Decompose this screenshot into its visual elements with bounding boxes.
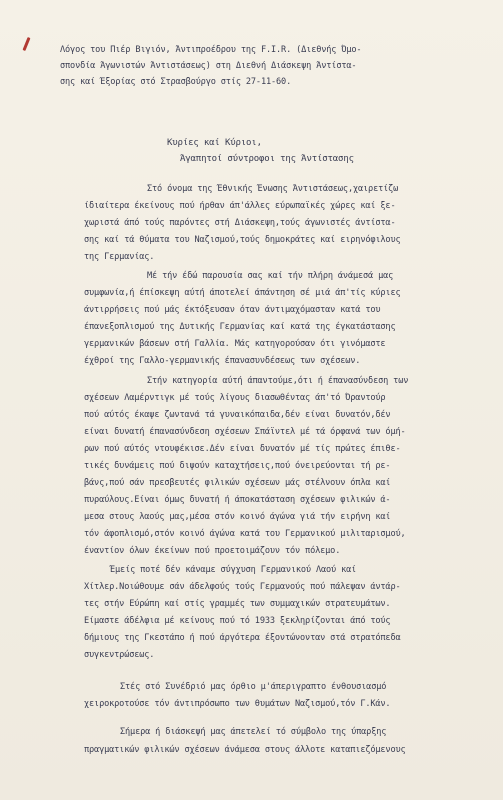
body-line: βάνς,πού σάν πρεσβευτές φιλικών σχέσεων μάς στέλνουν όπλα καί [84,478,391,488]
body-line: Είμαστε άδέλφια μέ κείνους πού τό 1933 ξεκληρίζονται άπό τούς [84,616,391,626]
body-line: Μέ τήν έδώ παρουσία σας καί τήν πλήρη άνάμεσά μας [147,271,394,281]
body-line: Στές στό Συνέδριό μας όρθιο μ'άπεριγραπτο ένθουσιασμό [120,682,387,692]
header-line: σης καί Έξορίας στό Στρασβούργο στίς 27-11-60. [60,77,292,87]
body-line: Στό όνομα της Έθνικής Ένωσης Άντιστάσεως,χαιρετίζω [147,184,399,194]
body-line: σης καί τά θύματα του Ναζισμού,τούς δημοκράτες καί ειρηνόφιλους [84,235,401,245]
body-line: είναι δυνατή έπανασύνδεση σχέσεων Σπάϊντελ μέ τά όρφανά των όμή- [84,427,406,437]
body-line: άντιρρήσεις πού μάς έκτόξευσαν όταν άντιμαχόμασταν κατά του [84,305,381,315]
body-line: πραγματικών φιλικών σχέσεων άνάμεσα στους άλλοτε καταπιεζόμενους [84,745,406,755]
body-line: γερμανικών βάσεων στή Γαλλία. Μάς κατηγορούσαν ότι γινόμαστε [84,339,386,349]
body-line: Έμείς ποτέ δέν κάναμε σύγχυση Γερμανικού Λαού καί [110,565,357,575]
body-line: πυραύλους.Είναι όμως δυνατή ή άποκατάσταση σχέσεων φιλικών ά- [84,495,391,505]
body-line: χωριστά άπό τούς παρόντες στή Διάσκεψη,τούς άγωνιστές άντίστα- [84,218,396,228]
body-line: έχθροί της Γαλλο-γερμανικής έπανασυνδέσεως των σχέσεων. [84,356,361,366]
body-line: ρων πού αύτός ντουφέκισε.Δέν είναι δυνατόν μέ τίς πρώτες έπιθε- [84,444,401,454]
body-line: πού αύτός έκαψε ζωντανά τά γυναικόπαιδα,δέν είναι δυνατόν,δέν [84,410,391,420]
body-line: χειροκροτούσε τόν άντιπρόσωπο των θυμάτων Ναζισμού,τόν Γ.Κάν. [84,699,391,709]
body-line: έναντίον όλων έκείνων πού προετοιμάζουν τόν πόλεμο. [84,546,341,556]
body-line: της Γερμανίας. [84,252,155,262]
salutation-line: Άγαπητοί σύντροφοι της Άντίστασης [180,154,354,164]
body-line: τόν άφοπλισμό,στόν κοινό άγώνα κατά του Γερμανικού μιλιταρισμού, [84,529,406,539]
body-line: μεσα στους λαούς μας,μέσα στόν κοινό άγώνα γιά τήν ειρήνη καί [84,512,391,522]
body-line: Σήμερα ή διάσκεψή μας άπετελεί τό σύμβολο της ύπαρξης [120,727,387,737]
header-line: Λόγος του Πιέρ Βιγιόν, Άντιπροέδρου της F.I.R. (Διεθνής Όμο- [60,45,362,55]
header-line: σπονδία Άγωνιστών Άντιστάσεως) στη Διεθνή Διάσκεψη Άντίστα- [60,61,357,71]
body-line: σχέσεων Λαμέρντιγκ μέ τούς λίγους διασωθέντας άπ'τό Όραντούρ [84,393,386,403]
body-line: Χίτλερ.Νοιώθουμε σάν άδελφούς τούς Γερμανούς πού πάλεψαν άντάρ- [84,582,401,592]
body-line: συμφωνία,ή έπίσκεψη αύτή άποτελεί άπάντηση σέ μιά άπ'τίς κύριες [84,288,401,298]
body-line: συγκεντρώσεως. [84,650,155,660]
body-line: δήμιους της Γκεστάπο ή πού άργότερα έξοντώνονταν στά στρατόπεδα [84,633,401,643]
body-line: έπανεξοπλισμού της Δυτικής Γερμανίας καί κατά της έγκατάστασης [84,322,396,332]
body-line: Στήν κατηγορία αύτή άπαντούμε,ότι ή έπανασύνδεση των [147,376,409,386]
body-line: τικές δυνάμεις πού διψούν καταχτήσεις,πού όνειρεύονται τή ρε- [84,461,391,471]
body-line: ίδιαίτερα έκείνους πού ήρθαν άπ'άλλες εύρωπαϊκές χώρες καί ξε- [84,201,396,211]
salutation-line: Κυρίες καί Κύριοι, [167,138,262,148]
red-pencil-mark [22,37,30,51]
body-line: τες στήν Εύρώπη καί στίς γραμμές των συμμαχικών στρατευμάτων. [84,599,391,609]
